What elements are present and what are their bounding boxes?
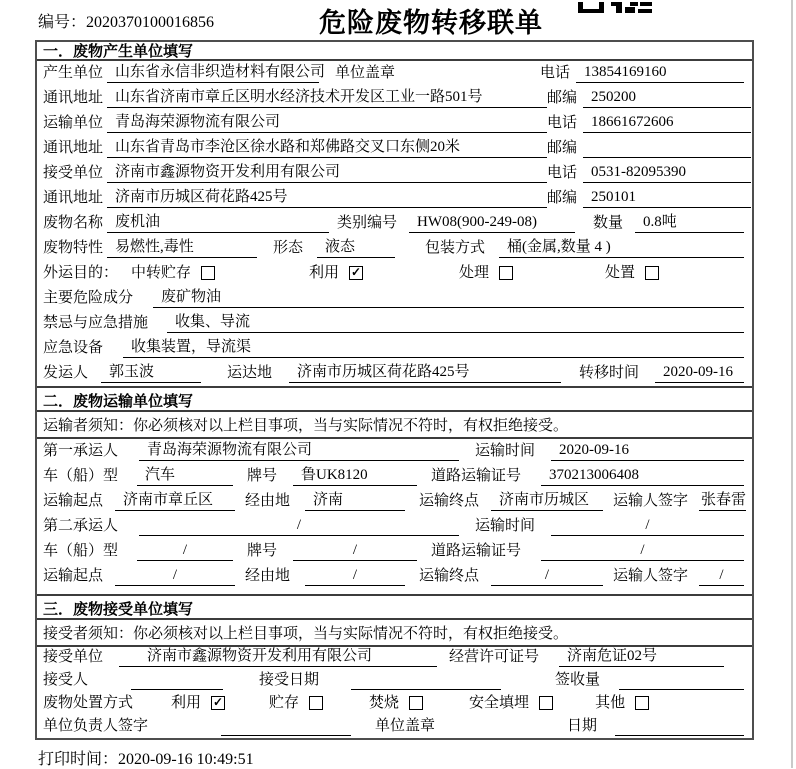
transporter-unit-value: 青岛海荣源物流有限公司 — [107, 113, 547, 133]
license-value: 济南危证02号 — [559, 647, 724, 667]
plate-value: 鲁UK8120 — [293, 466, 417, 486]
plate-value-2: / — [293, 541, 417, 561]
checkbox-other — [595, 694, 649, 713]
via-value-2: / — [305, 566, 405, 586]
recipient-value — [131, 689, 223, 690]
origin-value-2: / — [115, 566, 235, 586]
origin-label: 运输起点 — [43, 493, 104, 509]
date-label: 日期 — [567, 718, 598, 734]
checkbox-other-label: 其他 — [595, 695, 626, 711]
checkbox-landfill-label: 安全填埋 — [469, 695, 530, 711]
receiver-unit-value: 济南市鑫源物资开发利用有限公司 — [107, 163, 547, 183]
page-edge — [791, 0, 793, 768]
producer-zip-value: 250200 — [583, 88, 751, 108]
section-header-3: 三．废物接受单位填写 — [37, 594, 752, 620]
checkbox-utilize-2 — [171, 694, 225, 713]
via-label: 经由地 — [245, 493, 291, 509]
unit-seal-label: 单位盖章 — [375, 718, 436, 734]
transport-time-value-2: / — [551, 516, 744, 536]
checkbox-incinerate-box — [409, 696, 423, 710]
vehicle-type-label: 车（船）型 — [43, 468, 119, 484]
receiver-address-value: 济南市历城区荷花路425号 — [107, 188, 547, 208]
consignor-value: 郭玉波 — [101, 363, 201, 383]
vehicle-type-value-2: / — [137, 541, 233, 561]
zip-label: 邮编 — [547, 190, 578, 206]
page-title: 危险废物转移联单 — [319, 8, 543, 38]
transfer-purpose-row — [37, 261, 752, 286]
receiving-unit-row — [37, 647, 752, 670]
quantity-label: 数量 — [593, 215, 624, 231]
packaging-label: 包装方式 — [425, 240, 486, 256]
print-time-label: 打印时间： — [38, 751, 119, 768]
transport-time-label: 运输时间 — [475, 518, 536, 534]
route-row-2 — [37, 564, 752, 589]
precautions-row — [37, 311, 752, 336]
manifest-table — [35, 40, 754, 740]
precaution-label: 禁忌与应急措施 — [43, 315, 149, 331]
emergency-equipment-value: 收集装置，导流渠 — [123, 338, 744, 358]
checkbox-dispose-box — [645, 266, 659, 280]
transport-time-value: 2020-09-16 — [551, 441, 744, 461]
receiving-unit-value: 济南市鑫源物资开发利用有限公司 — [119, 647, 437, 667]
via-value: 济南 — [305, 491, 405, 511]
disposal-method-row — [37, 693, 752, 716]
destination-label: 运达地 — [227, 365, 273, 381]
second-carrier-label: 第二承运人 — [43, 518, 119, 534]
phone-label: 电话 — [547, 115, 578, 131]
terminus-label: 运输终点 — [419, 568, 480, 584]
via-label: 经由地 — [245, 568, 291, 584]
checkbox-incinerate-label: 焚烧 — [369, 695, 400, 711]
waste-name-row — [37, 211, 752, 236]
responsible-sign-label: 单位负责人签字 — [43, 718, 149, 734]
checkbox-treat-label: 处理 — [459, 265, 490, 281]
terminus-value-2: / — [491, 566, 603, 586]
road-permit-label: 道路运输证号 — [431, 468, 522, 484]
disposal-method-label: 废物处置方式 — [43, 695, 134, 711]
section-rows — [37, 647, 752, 739]
company-seal-label: 单位盖章 — [335, 65, 396, 81]
received-amount-value — [619, 689, 744, 690]
checkbox-landfill-box — [539, 696, 553, 710]
receiver-unit-row — [37, 161, 752, 186]
phone-label: 电话 — [547, 165, 578, 181]
vehicle-type-row-2 — [37, 539, 752, 564]
receiver-phone-value: 0531-82095390 — [583, 163, 751, 183]
vehicle-type-label: 车（船）型 — [43, 543, 119, 559]
producer-unit-label: 产生单位 — [43, 65, 104, 81]
carrier-sign-value: 张春雷 — [699, 491, 746, 511]
vehicle-type-row — [37, 464, 752, 489]
terminus-value: 济南市历城区 — [491, 491, 603, 511]
transfer-purpose-label: 外运目的： — [43, 265, 119, 281]
plate-label: 牌号 — [247, 543, 278, 559]
recipient-row — [37, 670, 752, 693]
transfer-date-label: 转移时间 — [579, 365, 640, 381]
license-label: 经营许可证号 — [449, 649, 540, 665]
second-carrier-value: / — [139, 516, 459, 536]
checkbox-utilize-box: ✓ — [351, 265, 362, 279]
section-rows — [37, 439, 752, 594]
first-carrier-label: 第一承运人 — [43, 443, 119, 459]
checkbox-store — [269, 694, 323, 713]
checkbox-utilize-2-label: 利用 — [171, 695, 202, 711]
transporter-address-label: 通讯地址 — [43, 140, 104, 156]
emergency-equipment-row — [37, 336, 752, 361]
transporter-unit-label: 运输单位 — [43, 115, 104, 131]
checkbox-incinerate — [369, 694, 423, 713]
checkbox-transit-storage-label: 中转贮存 — [131, 265, 192, 281]
precaution-value: 收集、导流 — [167, 313, 744, 333]
signature-row — [37, 716, 752, 739]
transporter-address-value: 山东省青岛市李沧区徐水路和郑佛路交叉口东侧20米 — [107, 138, 547, 158]
checkbox-utilize-2-box: ✓ — [212, 695, 224, 709]
form-state-value: 液态 — [317, 238, 395, 258]
producer-address-row — [37, 86, 752, 111]
transporter-notice: 运输者须知：你必须核对以上栏目事项，当与实际情况不符时，有权拒绝接受。 — [37, 412, 752, 439]
section-2 — [37, 386, 752, 594]
print-time-value: 2020-09-16 10:49:51 — [118, 751, 254, 768]
producer-phone-value: 13854169160 — [576, 63, 744, 83]
origin-label: 运输起点 — [43, 568, 104, 584]
consignor-label: 发运人 — [43, 365, 89, 381]
hazard-component-label: 主要危险成分 — [43, 290, 134, 306]
first-carrier-row — [37, 439, 752, 464]
receive-date-value — [351, 689, 501, 690]
checkbox-landfill — [469, 694, 553, 713]
waste-property-label: 废物特性 — [43, 240, 104, 256]
print-time — [38, 746, 254, 769]
received-amount-label: 签收量 — [555, 672, 601, 688]
date-value — [615, 735, 744, 736]
vehicle-type-value: 汽车 — [137, 466, 233, 486]
recipient-label: 接受人 — [43, 672, 89, 688]
receive-date-label: 接受日期 — [259, 672, 320, 688]
section-rows — [37, 61, 752, 386]
terminus-label: 运输终点 — [419, 493, 480, 509]
transporter-address-row — [37, 136, 752, 161]
producer-unit-row — [37, 61, 752, 86]
transporter-zip-value — [583, 157, 751, 158]
receiver-notice: 接受者须知：你必须核对以上栏目事项，当与实际情况不符时，有权拒绝接受。 — [37, 620, 752, 647]
receiver-address-row — [37, 186, 752, 211]
receiver-address-label: 通讯地址 — [43, 190, 104, 206]
checkbox-store-box — [309, 696, 323, 710]
responsible-sign-value — [221, 735, 351, 736]
checkbox-store-label: 贮存 — [269, 695, 300, 711]
packaging-value: 桶(金属,数量 4 ) — [499, 238, 744, 258]
road-permit-value: 370213006408 — [541, 466, 744, 486]
carrier-sign-value-2: / — [699, 566, 744, 586]
checkbox-dispose-label: 处置 — [605, 265, 636, 281]
qr-code-icon — [578, 0, 652, 11]
category-code-value: HW08(900-249-08) — [409, 213, 575, 233]
producer-address-value: 山东省济南市章丘区明水经济技术开发区工业一路501号 — [107, 88, 547, 108]
carrier-sign-label: 运输人签字 — [613, 568, 689, 584]
phone-label: 电话 — [540, 65, 571, 81]
first-carrier-value: 青岛海荣源物流有限公司 — [139, 441, 459, 461]
producer-unit-value: 山东省永信非织造材料有限公司 — [107, 63, 319, 83]
producer-address-label: 通讯地址 — [43, 90, 104, 106]
section-header-1: 一．废物产生单位填写 — [37, 42, 752, 61]
transport-time-label: 运输时间 — [475, 443, 536, 459]
section-header-2: 二．废物运输单位填写 — [37, 386, 752, 412]
checkbox-transit-storage — [131, 264, 215, 283]
waste-property-row — [37, 236, 752, 261]
transporter-phone-value: 18661672606 — [583, 113, 751, 133]
receiver-zip-value: 250101 — [583, 188, 751, 208]
serial-value: 2020370100016856 — [86, 14, 215, 31]
checkbox-dispose — [605, 264, 659, 283]
road-permit-label: 道路运输证号 — [431, 543, 522, 559]
waste-property-value: 易燃性,毒性 — [107, 238, 257, 258]
consignor-row — [37, 361, 752, 386]
destination-value: 济南市历城区荷花路425号 — [289, 363, 561, 383]
hazard-component-value: 废矿物油 — [153, 288, 744, 308]
transfer-date-value: 2020-09-16 — [655, 363, 744, 383]
section-3 — [37, 594, 752, 739]
category-code-label: 类别编号 — [337, 215, 398, 231]
checkbox-transit-storage-box — [201, 266, 215, 280]
receiving-unit-label: 接受单位 — [43, 649, 104, 665]
waste-name-label: 废物名称 — [43, 215, 104, 231]
section-1 — [37, 42, 752, 386]
zip-label: 邮编 — [547, 140, 578, 156]
plate-label: 牌号 — [247, 468, 278, 484]
receiver-unit-label: 接受单位 — [43, 165, 104, 181]
checkbox-utilize — [309, 264, 363, 283]
origin-value: 济南市章丘区 — [115, 491, 235, 511]
serial-label: 编号： — [38, 14, 87, 31]
checkbox-treat — [459, 264, 513, 283]
hazard-component-row — [37, 286, 752, 311]
transporter-unit-row — [37, 111, 752, 136]
checkbox-treat-box — [499, 266, 513, 280]
road-permit-value-2: / — [541, 541, 744, 561]
quantity-value: 0.8吨 — [635, 213, 744, 233]
checkbox-other-box — [635, 696, 649, 710]
form-state-label: 形态 — [273, 240, 304, 256]
emergency-equipment-label: 应急设备 — [43, 340, 104, 356]
zip-label: 邮编 — [547, 90, 578, 106]
route-row — [37, 489, 752, 514]
carrier-sign-label: 运输人签字 — [613, 493, 689, 509]
checkbox-utilize-label: 利用 — [309, 265, 340, 281]
waste-name-value: 废机油 — [107, 213, 329, 233]
second-carrier-row — [37, 514, 752, 539]
